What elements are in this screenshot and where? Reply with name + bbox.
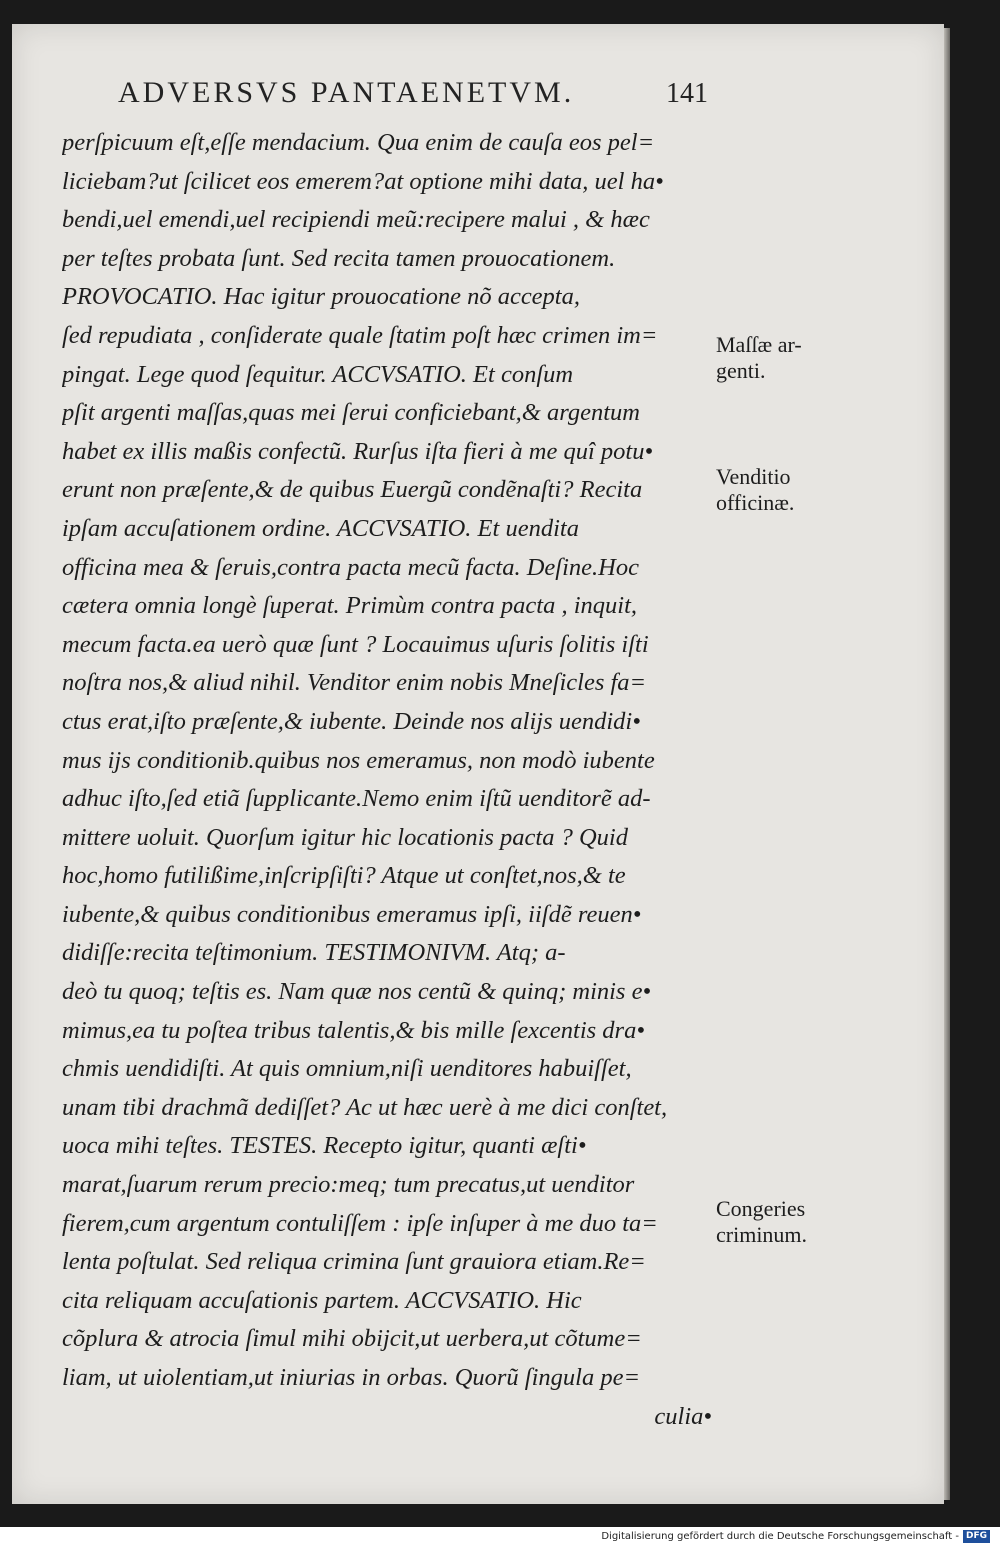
margin-note-line: Venditio bbox=[716, 464, 791, 489]
text-line: cætera omnia longè ſuperat. Primùm contra pacta , inquit, bbox=[62, 592, 638, 620]
text-line: marat,ſuarum rerum precio:meq; tum precatus,ut uenditor bbox=[62, 1171, 635, 1199]
text-line: mittere uoluit. Quorſum igitur hic locationis pacta ? Quid bbox=[62, 823, 628, 851]
text-line: officina mea & ſeruis,contra pacta mecũ facta. Deſine.Hoc bbox=[62, 553, 639, 581]
text-line: ſed repudiata , conſiderate quale ſtatim poſt hæc crimen im= bbox=[62, 321, 658, 349]
text-line: liam, ut uiolentiam,ut iniurias in orbas. Quorũ ſingula pe= bbox=[62, 1364, 641, 1391]
text-line: lenta poſtulat. Sed reliqua crimina ſunt grauiora etiam.Re= bbox=[62, 1248, 646, 1276]
text-line: ctus erat,iſto præſente,& iubente. Deinde nos alijs uendidi• bbox=[62, 707, 641, 735]
text-line: perſpicuum eſt,eſſe mendacium. Qua enim de cauſa eos pel= bbox=[62, 129, 655, 156]
text-line: mus ijs conditionib.quibus nos emeramus, non modò iubente bbox=[62, 746, 655, 774]
text-line: mecum facta.ea uerò quæ ſunt ? Locauimus uſuris ſolitis iſti bbox=[62, 630, 649, 658]
main-text bbox=[62, 124, 712, 1436]
margin-note-line: criminum. bbox=[716, 1222, 808, 1247]
text-line: adhuc iſto,ſed etiã ſupplicante.Nemo enim iſtũ uenditorẽ ad- bbox=[62, 785, 651, 813]
text-line: fierem,cum argentum contuliſſem : ipſe inſuper à me duo ta= bbox=[62, 1209, 658, 1237]
margin-note-line: Congeries bbox=[716, 1196, 806, 1221]
digitization-credit bbox=[601, 1530, 990, 1543]
text-line: ipſam accuſationem ordine. ACCVSATIO. Et uendita bbox=[62, 514, 579, 542]
text-line: deò tu quoq; teſtis es. Nam quæ nos centũ & quinq; minis e• bbox=[62, 978, 652, 1006]
credit-text: Digitalisierung gefördert durch die Deutsche Forschungsgemeinschaft - bbox=[601, 1531, 959, 1542]
text-line: bendi,uel emendi,uel recipiendi meũ:recipere malui , & hæc bbox=[62, 206, 650, 234]
text-line: habet ex illis maßis confectũ. Rurſus iſta fieri à me quî potu• bbox=[62, 437, 654, 465]
margin-note-line: genti. bbox=[716, 358, 766, 383]
text-line: unam tibi drachmã dediſſet? Ac ut hæc uerè à me dici conſtet, bbox=[62, 1093, 668, 1121]
dfg-logo: DFG bbox=[963, 1530, 990, 1543]
page-edge bbox=[944, 28, 950, 1500]
page-number: 141 bbox=[666, 78, 708, 109]
margin-note-line: officinæ. bbox=[716, 490, 795, 515]
margin-note-congeries-criminum bbox=[716, 1196, 807, 1248]
text-line: per teſtes probata ſunt. Sed recita tamen prouocationem. bbox=[62, 244, 616, 272]
margin-note-massae-argenti bbox=[716, 332, 802, 384]
catchword: culia• bbox=[654, 1402, 712, 1430]
text-line: didiſſe:recita teſtimonium. TESTIMONIVM. Atq; a- bbox=[62, 939, 566, 967]
margin-note-line: Maſſæ ar- bbox=[716, 332, 802, 357]
text-line: pingat. Lege quod ſequitur. ACCVSATIO. Et conſum bbox=[62, 360, 574, 388]
text-line: uoca mihi teſtes. TESTES. Recepto igitur, quanti æſti• bbox=[62, 1132, 587, 1160]
text-line: hoc,homo futilißime,inſcripſiſti? Atque ut conſtet,nos,& te bbox=[62, 862, 626, 890]
text-line: PROVOCATIO. Hac igitur prouocatione nõ accepta, bbox=[62, 283, 580, 311]
text-line: erunt non præſente,& de quibus Euergũ condẽnaſti? Recita bbox=[62, 476, 643, 504]
text-line: cõplura & atrocia ſimul mihi obijcit,ut uerbera,ut cõtume= bbox=[62, 1325, 642, 1353]
text-line: pſit argenti maſſas,quas mei ſerui conficiebant,& argentum bbox=[62, 399, 640, 427]
text-line: noſtra nos,& aliud nihil. Venditor enim nobis Mneſicles fa= bbox=[62, 669, 647, 697]
text-line: liciebam?ut ſcilicet eos emerem?at optione mihi data, uel ha• bbox=[62, 167, 664, 195]
text-line: cita reliquam accuſationis partem. ACCVSATIO. Hic bbox=[62, 1286, 582, 1314]
running-head: ADVERSVS PANTAENETVM. bbox=[118, 76, 575, 109]
text-line: mimus,ea tu poſtea tribus talentis,& bis mille ſexcentis dra• bbox=[62, 1016, 645, 1044]
text-line: chmis uendidiſti. At quis omnium,niſi uenditores habuiſſet, bbox=[62, 1055, 632, 1083]
text-line: iubente,& quibus conditionibus emeramus ipſi, iiſdẽ reuen• bbox=[62, 900, 642, 928]
margin-note-venditio-officinae bbox=[716, 464, 794, 516]
